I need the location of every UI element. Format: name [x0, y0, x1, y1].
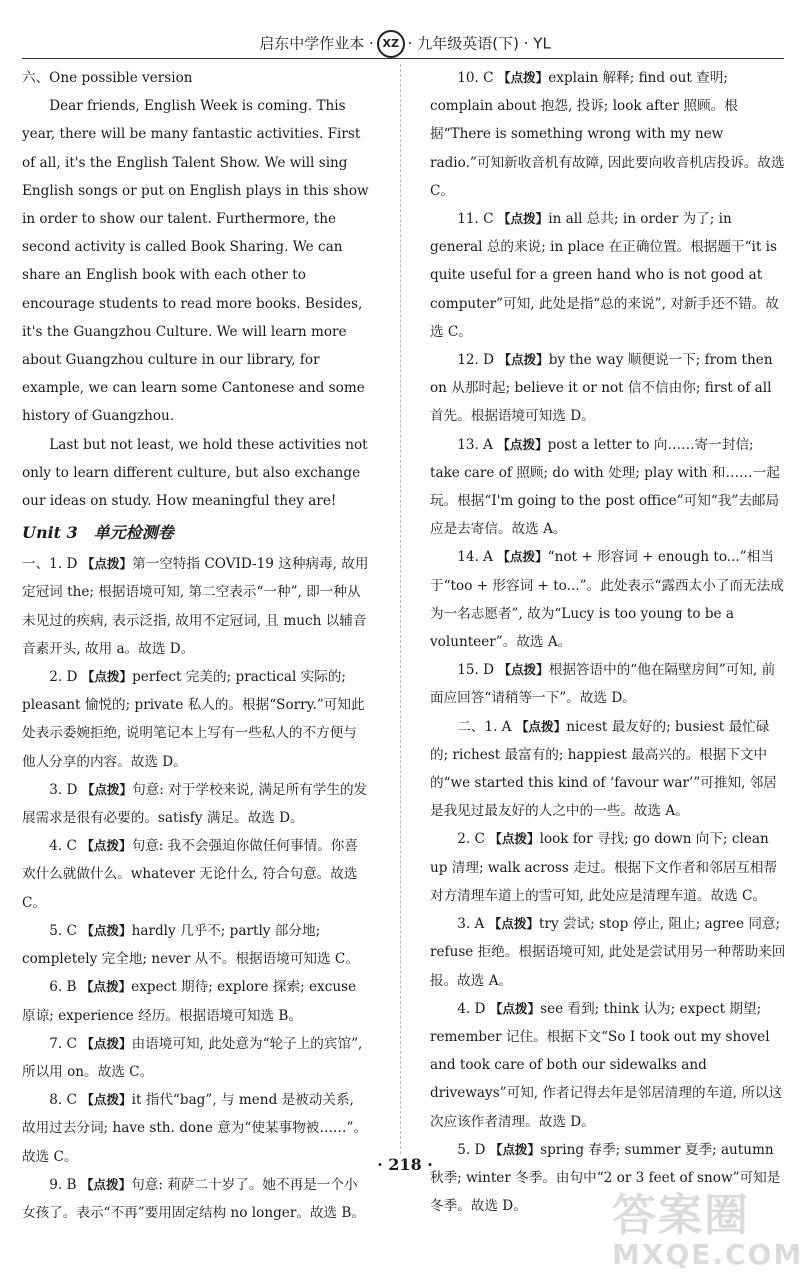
watermark-logo [612, 1192, 802, 1276]
watermark-url: MXQE.COM [612, 1238, 804, 1271]
hint-tag: 【点拨】 [81, 781, 133, 797]
hint-tag: 【点拨】 [497, 436, 548, 452]
hint-tag: 【点拨】 [498, 662, 549, 678]
publisher-logo-icon: XZ [377, 30, 405, 58]
answer-item [430, 995, 787, 1136]
page-header [0, 30, 810, 58]
left-column [22, 64, 369, 1227]
answer-explanation: 第一空特指 COVID-19 这种病毒, 故用定冠词 the; 根据语境可知, 第二空表示“一种”, 即一种从未见过的疾病, 表示泛指, 故用不定冠词, 且 much 以辅音音素开头, 故用 a。故选 D。 [22, 556, 369, 657]
hint-tag: 【点拨】 [81, 838, 132, 854]
hint-tag: 【点拨】 [489, 831, 540, 847]
answer-number: 5. C [49, 922, 77, 939]
answer-explanation: expect 期待; explore 探索; excuse 原谅; experience 经历。根据语境可知选 B。 [22, 979, 357, 1024]
answer-item [22, 917, 369, 973]
hint-tag: 【点拨】 [497, 70, 549, 85]
answer-number: 9. B [49, 1176, 77, 1193]
answer-number: 5. D [457, 1141, 486, 1158]
answer-item [430, 64, 787, 205]
answer-number: 12. D [457, 352, 495, 369]
hint-tag: 【点拨】 [81, 1035, 132, 1051]
right-column [430, 64, 787, 1220]
answer-number: 2. D [49, 669, 78, 686]
answer-number: 7. C [49, 1035, 77, 1052]
answer-number: 二、1. A [457, 718, 512, 735]
answer-explanation: 句意: 莉萨二十岁了。她不再是一个小女孩了。表示“不再”要用固定结构 no longer。故选 B。 [22, 1176, 366, 1221]
answer-explanation: see 看到; think 认为; expect 期望; remember 记住。根据下文“So I took out my shovel and took care of both our sidewalks and driveways”可知, 作者记得去年是邻居清理的车道, 所以这次应该作者清理。故选 D。 [430, 1000, 783, 1130]
answer-item [22, 550, 369, 663]
hint-tag: 【点拨】 [497, 549, 548, 565]
essay-paragraph: Last but not least, we hold these activities not only to learn different culture, but also exchange our ideas on study. How meaningful they are! [22, 436, 368, 510]
answer-explanation: by the way 顺便说一下; from then on 从那时起; believe it or not 信不信由你; first of all 首先。根据语境可知选 D。 [430, 352, 773, 425]
answer-number: 13. A [457, 436, 493, 453]
answer-item [430, 713, 787, 826]
answer-explanation: 根据答语中的“他在隔壁房间”可知, 前面应回答“请稍等一下”。故选 D。 [430, 662, 776, 707]
answer-item [22, 1171, 369, 1227]
answer-number: 一、1. D [22, 556, 78, 573]
answer-number: 4. C [49, 838, 77, 855]
answer-item [22, 973, 369, 1029]
hint-tag: 【点拨】 [489, 1141, 541, 1157]
hint-tag: 【点拨】 [80, 979, 132, 995]
hint-tag: 【点拨】 [81, 556, 133, 572]
answer-number: 3. A [457, 916, 485, 933]
answer-explanation: in all 总共; in order 为了; in general 总的来说; in place 在正确位置。根据题干“it is quite useful for a green hand who is not good at computer”可知, 此处是指“总的来说”, 对新手还不错。故选 C。 [430, 211, 779, 340]
answer-explanation: explain 解释; find out 查明; complain about 抱怨, 投诉; look after 照顾。根据“There is something wrong with my new radio.”可知新收音机有故障, 因此要向收音机店投诉。故选 C。 [430, 70, 785, 199]
answer-explanation: 由语境可知, 此处意为“轮子上的宾馆”, 所以用 on。故选 C。 [22, 1035, 363, 1080]
header-rule [22, 58, 784, 59]
answer-number: 15. D [457, 662, 495, 679]
answer-explanation: “not + 形容词 + enough to...”相当于“too + 形容词 + to...”。此处表示“露西太小了而无法成为一名志愿者”, 故为“Lucy is too young to be a volunteer”。故选 A。 [430, 549, 784, 651]
hint-tag: 【点拨】 [515, 718, 567, 734]
answer-explanation: try 尝试; stop 停止, 阻止; agree 同意; refuse 拒绝。根据语境可知, 此处是尝试用另一种帮助来回报。故选 A。 [430, 916, 786, 989]
answer-explanation: 句意: 我不会强迫你做任何事情。你喜欢什么就做什么。whatever 无论什么, 符合句意。故选 C。 [22, 838, 358, 911]
answer-number: 3. D [49, 781, 78, 798]
answer-item [430, 910, 787, 995]
answer-item [430, 543, 787, 656]
hint-tag: 【点拨】 [81, 1092, 132, 1108]
hint-tag: 【点拨】 [497, 211, 549, 227]
answer-item [430, 431, 787, 544]
essay-paragraph: Dear friends, English Week is coming. This year, there will be many fantastic activities. First of all, it's the English Talent Show. We will sing English songs or put on English plays in this show in order to show our talent. Furthermore, the second activity is called Book Sharing. We can share an English book with each other to encourage students to read more books. Besides, it's the Guangzhou Culture. We will learn more about Guangzhou culture in our library, for example, we can learn some Cantonese and some history of Guangzhou. [22, 98, 369, 425]
answer-item [430, 656, 787, 712]
header-subject: · 九年级英语(下) · YL [407, 34, 551, 53]
answer-item [22, 832, 369, 917]
answer-explanation: perfect 完美的; practical 实际的; pleasant 愉悦的; private 私人的。根据“Sorry.”可知此处表示委婉拒绝, 说明笔记本上写有一些私人的不方便与他人分享的内容。故选 D。 [22, 669, 365, 770]
answer-list-right [430, 64, 787, 1220]
answer-explanation: spring 春季; summer 夏季; autumn 秋季; winter 冬季。由句中“2 or 3 feet of snow”可知是冬季。故选 D。 [430, 1141, 781, 1215]
answer-item [430, 825, 787, 910]
answer-number: 6. B [49, 979, 77, 996]
answer-explanation: hardly 几乎不; partly 部分地; completely 完全地; never 从不。根据语境可知选 C。 [22, 922, 359, 968]
hint-tag: 【点拨】 [80, 1176, 132, 1192]
watermark-text: 答案圈 [612, 1190, 750, 1241]
answer-explanation: 句意: 对于学校来说, 满足所有学生的发展需求是很有必要的。satisfy 满足。故选 D。 [22, 781, 368, 827]
answer-item [430, 205, 787, 346]
unit-title: Unit 3 单元检测卷 [22, 523, 174, 543]
answer-explanation: it 指代“bag”, 与 mend 是被动关系, 故用过去分词; have sth. done 意为“使某事物被……”。故选 C。 [22, 1092, 368, 1165]
header-book-title: 启东中学作业本 · [259, 34, 374, 53]
answer-item [22, 663, 369, 776]
answer-list-left [22, 550, 369, 1227]
answer-number: 11. C [457, 211, 494, 228]
answer-explanation: nicest 最友好的; busiest 最忙碌的; richest 最富有的; happiest 最高兴的。根据下文中的“we started this kind of ‘favour war’”可推知, 邻居是我见过最友好的人之中的一些。故选 A。 [430, 718, 777, 820]
answer-item [22, 776, 369, 832]
essay-label: 六、One possible version [22, 70, 193, 86]
hint-tag: 【点拨】 [81, 922, 132, 938]
answer-explanation: post a letter to 向……寄一封信; take care of 照顾; do with 处理; play with 和……一起玩。根据“I'm going to the post office”可知“我”去邮局应是去寄信。故选 A。 [430, 436, 780, 538]
column-divider [400, 64, 401, 1154]
answer-number: 8. C [49, 1092, 77, 1109]
answer-number: 2. C [457, 831, 485, 848]
answer-number: 10. C [457, 70, 494, 86]
hint-tag: 【点拨】 [489, 1000, 541, 1016]
answer-item [430, 346, 787, 431]
page-number: · 218 · [377, 1155, 433, 1174]
hint-tag: 【点拨】 [498, 352, 549, 368]
answer-number: 4. D [457, 1000, 486, 1017]
answer-item [22, 1030, 369, 1086]
answer-explanation: look for 寻找; go down 向下; clean up 清理; walk across 走过。根据下文作者和邻居互相帮对方清理车道上的雪可知, 此处应是清理车道。故选 C。 [430, 831, 778, 904]
hint-tag: 【点拨】 [488, 916, 539, 932]
hint-tag: 【点拨】 [81, 669, 133, 685]
answer-number: 14. A [457, 549, 493, 566]
